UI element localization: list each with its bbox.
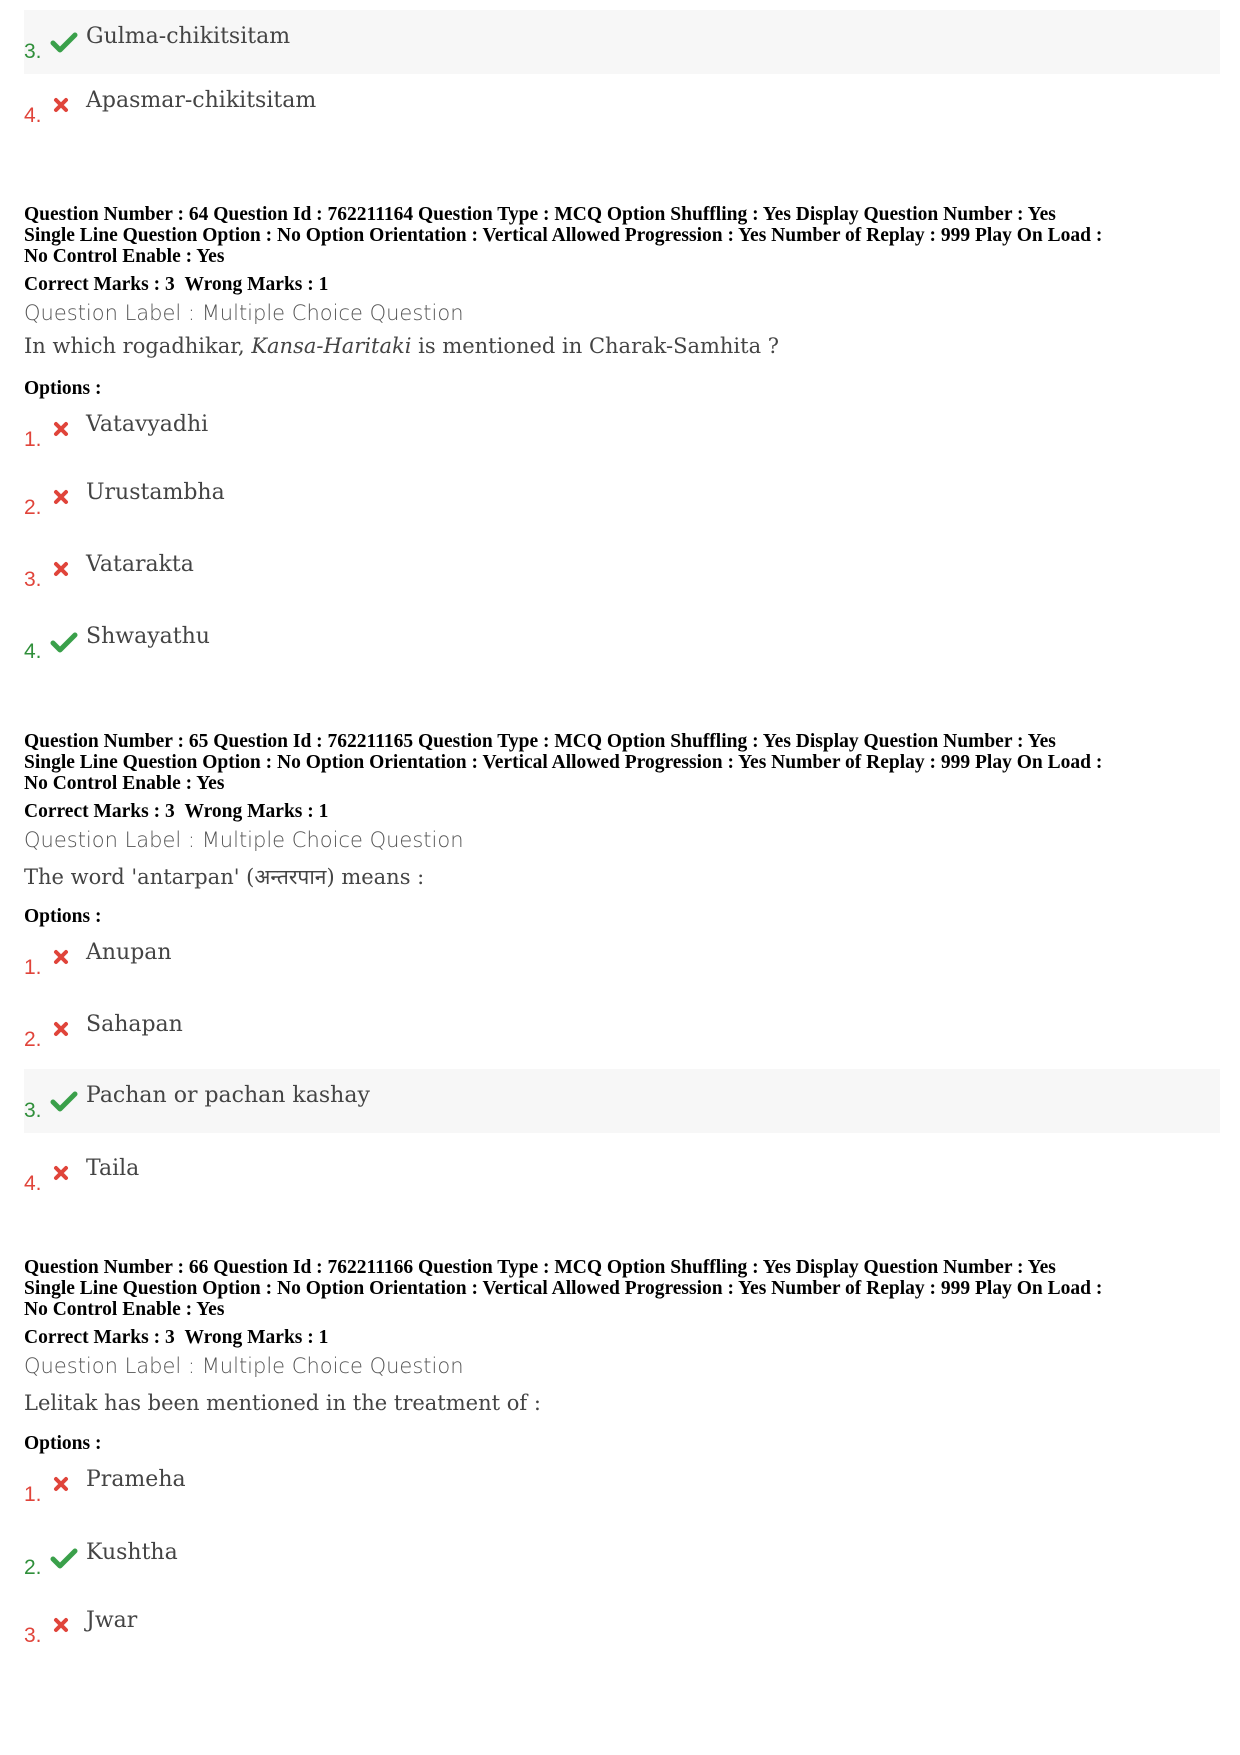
option-text: Prameha bbox=[86, 1466, 186, 1492]
cross-icon bbox=[50, 95, 78, 117]
question-text: Lelitak has been mentioned in the treatment of : bbox=[24, 1391, 541, 1415]
question-meta: Question Number : 65 Question Id : 762211165 Question Type : MCQ Option Shuffling : Yes Display Question Number : Yes Single Line Question Option : No Option Orientation : Vertical Allowed Progression : Yes Number of Replay : 999 Play On Load : No Control Enable : Yes bbox=[24, 731, 1103, 794]
option-number: 4. bbox=[24, 640, 42, 663]
option-row[interactable] bbox=[24, 1069, 1220, 1133]
cross-icon bbox=[50, 1474, 78, 1496]
option-row[interactable] bbox=[24, 10, 1220, 74]
option-number: 4. bbox=[24, 104, 42, 127]
option-text: Vatavyadhi bbox=[86, 411, 209, 437]
option-text: Shwayathu bbox=[86, 623, 210, 649]
option-row[interactable] bbox=[24, 1453, 1220, 1517]
question-meta: Question Number : 66 Question Id : 762211166 Question Type : MCQ Option Shuffling : Yes Display Question Number : Yes Single Line Question Option : No Option Orientation : Vertical Allowed Progression : Yes Number of Replay : 999 Play On Load : No Control Enable : Yes bbox=[24, 1257, 1103, 1320]
option-number: 1. bbox=[24, 428, 42, 451]
options-label: Options : bbox=[24, 378, 102, 399]
cross-icon bbox=[50, 1615, 78, 1637]
option-text: Anupan bbox=[86, 939, 172, 965]
check-icon bbox=[50, 31, 78, 53]
option-number: 3. bbox=[24, 1624, 42, 1647]
option-number: 2. bbox=[24, 1556, 42, 1579]
cross-icon bbox=[50, 1163, 78, 1185]
option-row[interactable] bbox=[24, 1142, 1220, 1206]
option-number: 3. bbox=[24, 568, 42, 591]
marks-line: Correct Marks : 3 Wrong Marks : 1 bbox=[24, 801, 329, 822]
option-row[interactable] bbox=[24, 74, 1220, 138]
option-text: Taila bbox=[86, 1155, 140, 1181]
option-text: Urustambha bbox=[86, 479, 225, 505]
question-label: Question Label : Multiple Choice Question bbox=[24, 828, 464, 852]
cross-icon bbox=[50, 419, 78, 441]
option-row[interactable] bbox=[24, 1594, 1220, 1658]
cross-icon bbox=[50, 487, 78, 509]
option-text: Apasmar-chikitsitam bbox=[86, 87, 317, 113]
option-row[interactable] bbox=[24, 926, 1220, 990]
option-text: Jwar bbox=[86, 1607, 138, 1633]
option-text: Vatarakta bbox=[86, 551, 194, 577]
option-number: 3. bbox=[24, 40, 42, 63]
option-row[interactable] bbox=[24, 610, 1220, 674]
option-text: Gulma-chikitsitam bbox=[86, 23, 291, 49]
cross-icon bbox=[50, 947, 78, 969]
option-number: 2. bbox=[24, 1028, 42, 1051]
option-number: 2. bbox=[24, 496, 42, 519]
option-number: 1. bbox=[24, 956, 42, 979]
option-number: 4. bbox=[24, 1172, 42, 1195]
question-meta: Question Number : 64 Question Id : 762211164 Question Type : MCQ Option Shuffling : Yes Display Question Number : Yes Single Line Question Option : No Option Orientation : Vertical Allowed Progression : Yes Number of Replay : 999 Play On Load : No Control Enable : Yes bbox=[24, 204, 1103, 267]
check-icon bbox=[50, 631, 78, 653]
option-row[interactable] bbox=[24, 398, 1220, 462]
option-row[interactable] bbox=[24, 466, 1220, 530]
question-label: Question Label : Multiple Choice Question bbox=[24, 1354, 464, 1378]
check-icon bbox=[50, 1547, 78, 1569]
cross-icon bbox=[50, 1019, 78, 1041]
marks-line: Correct Marks : 3 Wrong Marks : 1 bbox=[24, 274, 329, 295]
option-number: 1. bbox=[24, 1483, 42, 1506]
check-icon bbox=[50, 1090, 78, 1112]
question-label: Question Label : Multiple Choice Question bbox=[24, 301, 464, 325]
option-text: Kushtha bbox=[86, 1539, 178, 1565]
option-text: Pachan or pachan kashay bbox=[86, 1082, 370, 1108]
question-text: The word 'antarpan' (अन्तरपान) means : bbox=[24, 865, 425, 889]
options-label: Options : bbox=[24, 1433, 102, 1454]
option-row[interactable] bbox=[24, 998, 1220, 1062]
cross-icon bbox=[50, 559, 78, 581]
option-row[interactable] bbox=[24, 1526, 1220, 1590]
option-text: Sahapan bbox=[86, 1011, 183, 1037]
marks-line: Correct Marks : 3 Wrong Marks : 1 bbox=[24, 1327, 329, 1348]
option-number: 3. bbox=[24, 1099, 42, 1122]
option-row[interactable] bbox=[24, 538, 1220, 602]
question-text: In which rogadhikar, Kansa-Haritaki is mentioned in Charak-Samhita ? bbox=[24, 334, 780, 358]
options-label: Options : bbox=[24, 906, 102, 927]
